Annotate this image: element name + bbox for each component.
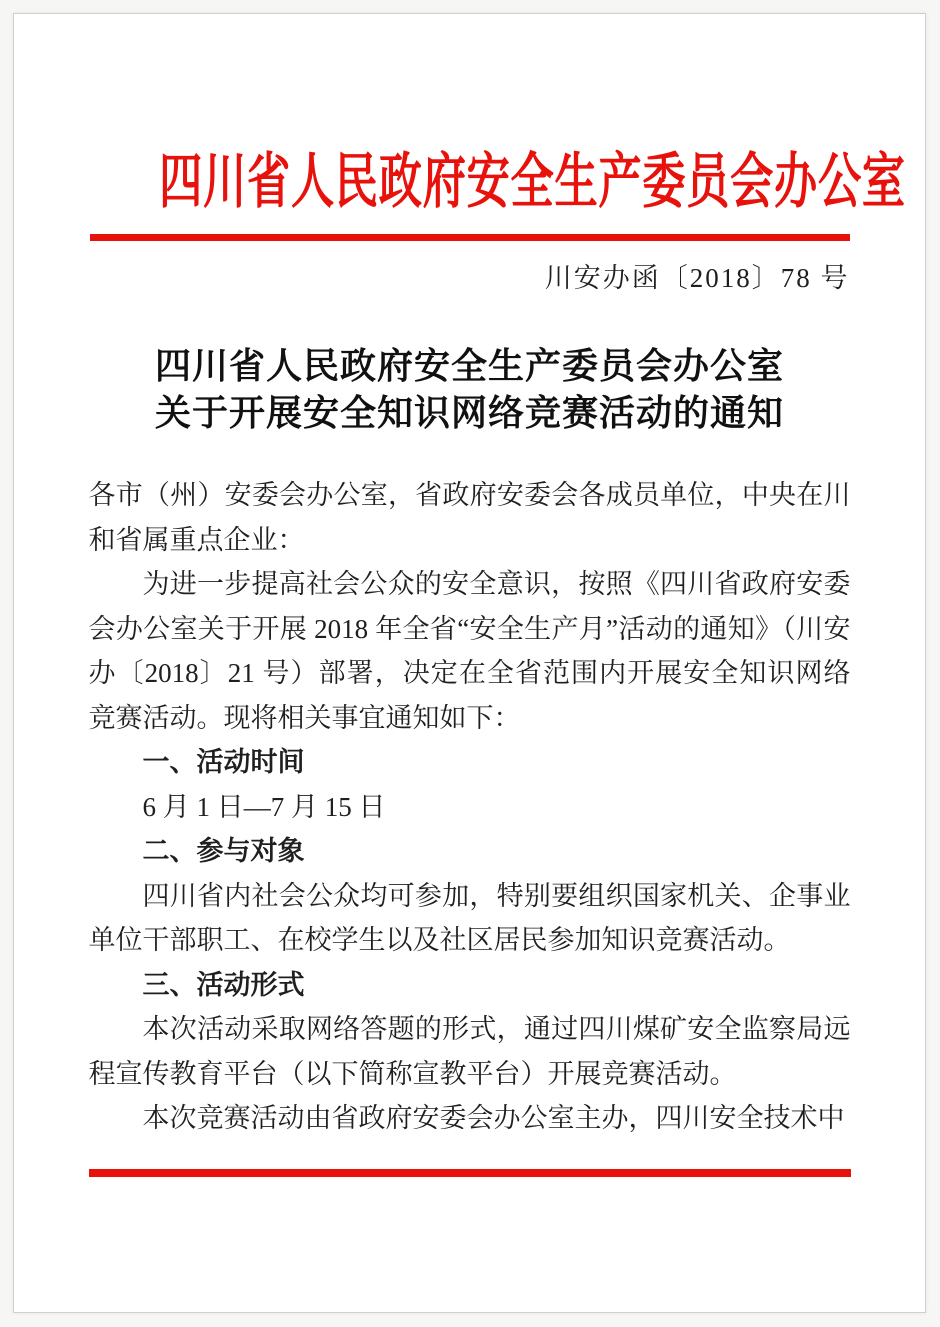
body-paragraph: 本次竞赛活动由省政府安委会办公室主办，四川安全技术中 [142, 1103, 845, 1133]
document-title [14, 343, 925, 437]
section-heading: 二、参与对象 [142, 836, 305, 866]
document-page [13, 13, 926, 1313]
body-paragraph: 6 月 1 日—7 月 15 日 [142, 791, 386, 822]
document-title-line2: 关于开展安全知识网络竞赛活动的通知 [154, 393, 784, 433]
document-body [89, 473, 851, 1141]
body-paragraph: 各市（州）安委会办公室，省政府安委会各成员单位，中央在川和省属重点企业： [88, 480, 851, 555]
body-paragraph: 本次活动采取网络答题的形式，通过四川煤矿安全监察局远程宣传教育平台（以下简称宣教平台）开展竞赛活动。 [88, 1014, 851, 1089]
document-title-line1: 四川省人民政府安全生产委员会办公室 [154, 346, 784, 386]
document-number: 川安办函〔2018〕78 号 [544, 263, 850, 293]
body-paragraph: 四川省内社会公众均可参加，特别要组织国家机关、企事业单位干部职工、在校学生以及社区居民参加知识竞赛活动。 [88, 880, 851, 955]
section-heading: 一、活动时间 [142, 747, 305, 777]
letterhead-org-name: 四川省人民政府安全生产委员会办公室 [159, 149, 906, 215]
section-heading: 三、活动形式 [142, 969, 305, 1000]
letterhead [14, 14, 925, 222]
body-paragraph: 为进一步提高社会公众的安全意识，按照《四川省政府安委会办公室关于开展 2018 年全省“安全生产月”活动的通知》（川安办〔2018〕21 号）部署，决定在全省范围内开展安全知识网络竞赛活动。现将相关事宜通知如下： [88, 569, 851, 733]
footer-divider-rule [89, 1169, 851, 1177]
letterhead-divider-rule [90, 234, 850, 241]
